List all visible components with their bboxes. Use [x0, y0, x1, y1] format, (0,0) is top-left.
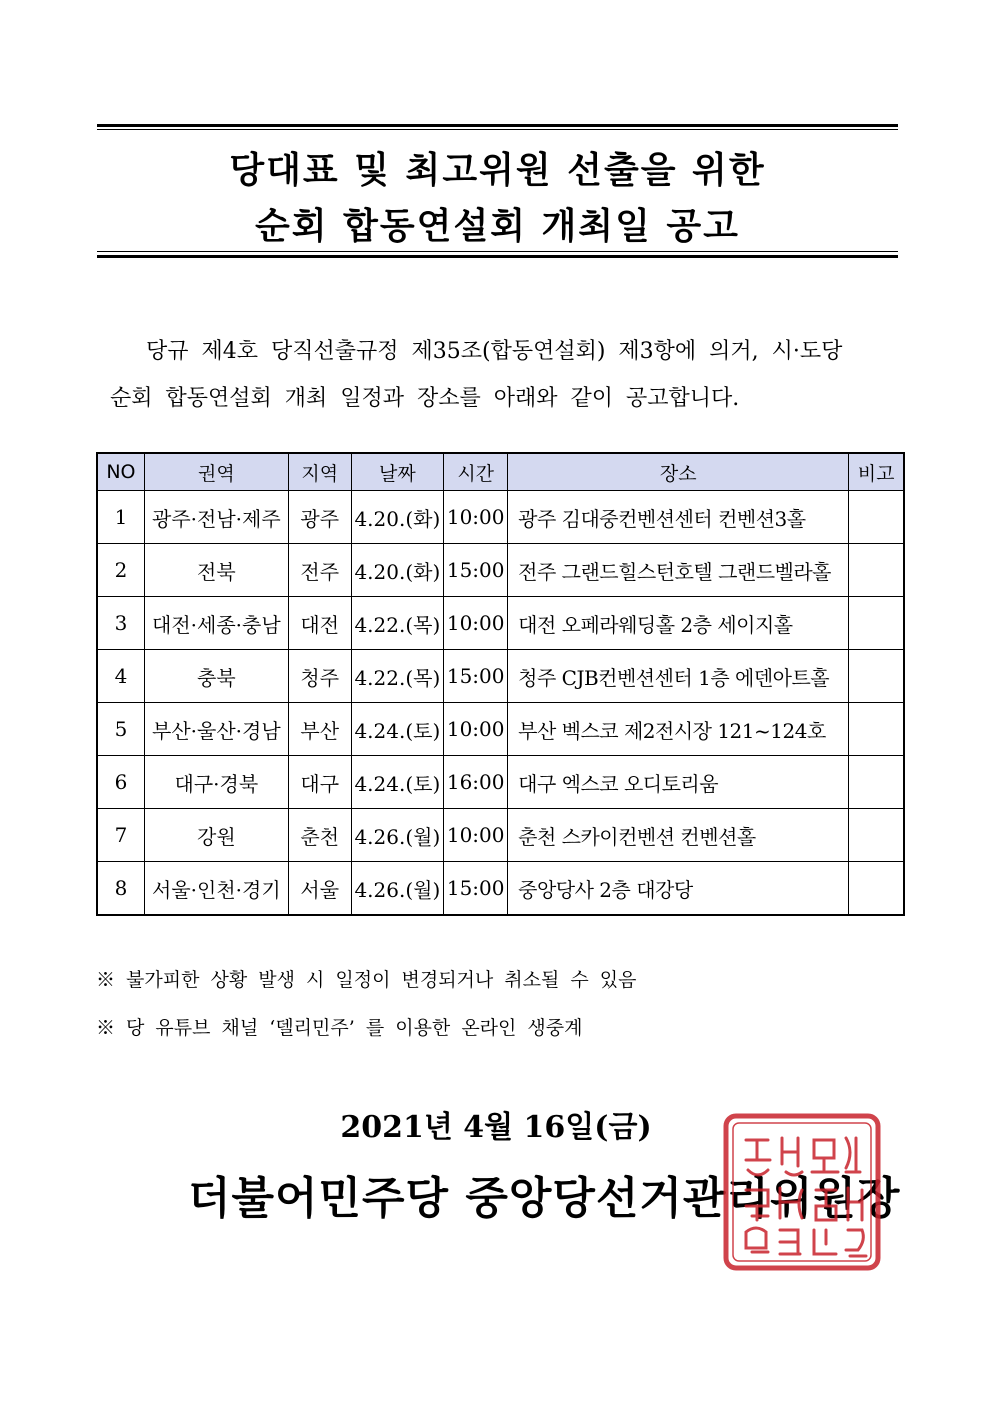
row-place: 부산 벡스코 제2전시장 121~124호: [508, 703, 849, 756]
schedule-table: [96, 452, 905, 916]
row-region: 광주: [288, 491, 351, 544]
table-row: [97, 650, 904, 703]
note-item: ※ 당 유튜브 채널 ‘델리민주’ 를 이용한 온라인 생중계: [96, 1017, 583, 1039]
row-note: [849, 491, 904, 544]
row-region: 춘천: [288, 809, 351, 862]
row-place: 중앙당사 2층 대강당: [508, 862, 849, 916]
row-note: [849, 597, 904, 650]
row-place: 청주 CJB컨벤션센터 1층 에덴아트홀: [508, 650, 849, 703]
table-row: [97, 756, 904, 809]
signer-name: 더불어민주당 중앙당선거관리위원장: [188, 1173, 901, 1224]
header-no: NO: [97, 453, 144, 491]
row-time: 10:00: [444, 597, 508, 650]
table-row: [97, 703, 904, 756]
row-time: 10:00: [444, 491, 508, 544]
table-row: [97, 544, 904, 597]
row-time: 15:00: [444, 544, 508, 597]
row-no: 7: [97, 809, 144, 862]
row-place: 전주 그랜드힐스턴호텔 그랜드벨라홀: [508, 544, 849, 597]
table-row: [97, 809, 904, 862]
row-region: 서울: [288, 862, 351, 916]
header-date: 날짜: [351, 453, 444, 491]
row-date: 4.20.(화): [351, 491, 444, 544]
row-date: 4.20.(화): [351, 544, 444, 597]
title-rule-bottom: [97, 255, 898, 258]
row-area: 서울·인천·경기: [144, 862, 288, 916]
row-area: 대전·세종·충남: [144, 597, 288, 650]
row-date: 4.24.(토): [351, 703, 444, 756]
title-rule-top-thin: [97, 129, 898, 130]
title-rule-bottom-thin: [97, 251, 898, 252]
row-no: 3: [97, 597, 144, 650]
header-place: 장소: [508, 453, 849, 491]
row-no: 4: [97, 650, 144, 703]
row-note: [849, 756, 904, 809]
row-date: 4.22.(목): [351, 650, 444, 703]
row-area: 충북: [144, 650, 288, 703]
notes: [96, 962, 637, 1058]
row-no: 5: [97, 703, 144, 756]
row-region: 전주: [288, 544, 351, 597]
row-note: [849, 809, 904, 862]
row-region: 부산: [288, 703, 351, 756]
row-note: [849, 544, 904, 597]
row-time: 10:00: [444, 703, 508, 756]
row-no: 8: [97, 862, 144, 916]
row-place: 대전 오페라웨딩홀 2층 세이지홀: [508, 597, 849, 650]
title-box: [97, 124, 898, 258]
header-time: 시간: [444, 453, 508, 491]
row-date: 4.26.(월): [351, 809, 444, 862]
note-item: ※ 불가피한 상황 발생 시 일정이 변경되거나 취소될 수 있음: [96, 969, 637, 991]
row-note: [849, 862, 904, 916]
table-header-row: [97, 453, 904, 491]
row-place: 춘천 스카이컨벤션 컨벤션홀: [508, 809, 849, 862]
header-region: 지역: [288, 453, 351, 491]
title-line-2: 순회 합동연설회 개최일 공고: [255, 206, 740, 247]
row-time: 16:00: [444, 756, 508, 809]
table-row: [97, 491, 904, 544]
row-region: 청주: [288, 650, 351, 703]
row-no: 6: [97, 756, 144, 809]
intro-paragraph: [110, 328, 900, 422]
row-note: [849, 650, 904, 703]
row-no: 2: [97, 544, 144, 597]
table-row: [97, 862, 904, 916]
row-no: 1: [97, 491, 144, 544]
title-line-1: 당대표 및 최고위원 선출을 위한: [229, 150, 766, 191]
row-date: 4.26.(월): [351, 862, 444, 916]
row-time: 15:00: [444, 650, 508, 703]
row-area: 전북: [144, 544, 288, 597]
row-area: 대구·경북: [144, 756, 288, 809]
official-seal-stamp: [722, 1112, 882, 1272]
row-area: 부산·울산·경남: [144, 703, 288, 756]
row-region: 대전: [288, 597, 351, 650]
row-place: 광주 김대중컨벤션센터 컨벤션3홀: [508, 491, 849, 544]
header-note: 비고: [849, 453, 904, 491]
row-area: 광주·전남·제주: [144, 491, 288, 544]
row-time: 15:00: [444, 862, 508, 916]
row-area: 강원: [144, 809, 288, 862]
header-area: 권역: [144, 453, 288, 491]
row-place: 대구 엑스코 오디토리움: [508, 756, 849, 809]
table-row: [97, 597, 904, 650]
row-region: 대구: [288, 756, 351, 809]
announcement-date: 2021년 4월 16일(금): [340, 1110, 652, 1145]
intro-line-2: 순회 합동연설회 개최 일정과 장소를 아래와 같이 공고합니다.: [110, 386, 740, 411]
row-note: [849, 703, 904, 756]
table-body: [97, 491, 904, 916]
row-date: 4.24.(토): [351, 756, 444, 809]
title-rule-top: [97, 124, 898, 127]
row-time: 10:00: [444, 809, 508, 862]
row-date: 4.22.(목): [351, 597, 444, 650]
intro-line-1: 당규 제4호 당직선출규정 제35조(합동연설회) 제3항에 의거, 시·도당: [146, 339, 843, 364]
